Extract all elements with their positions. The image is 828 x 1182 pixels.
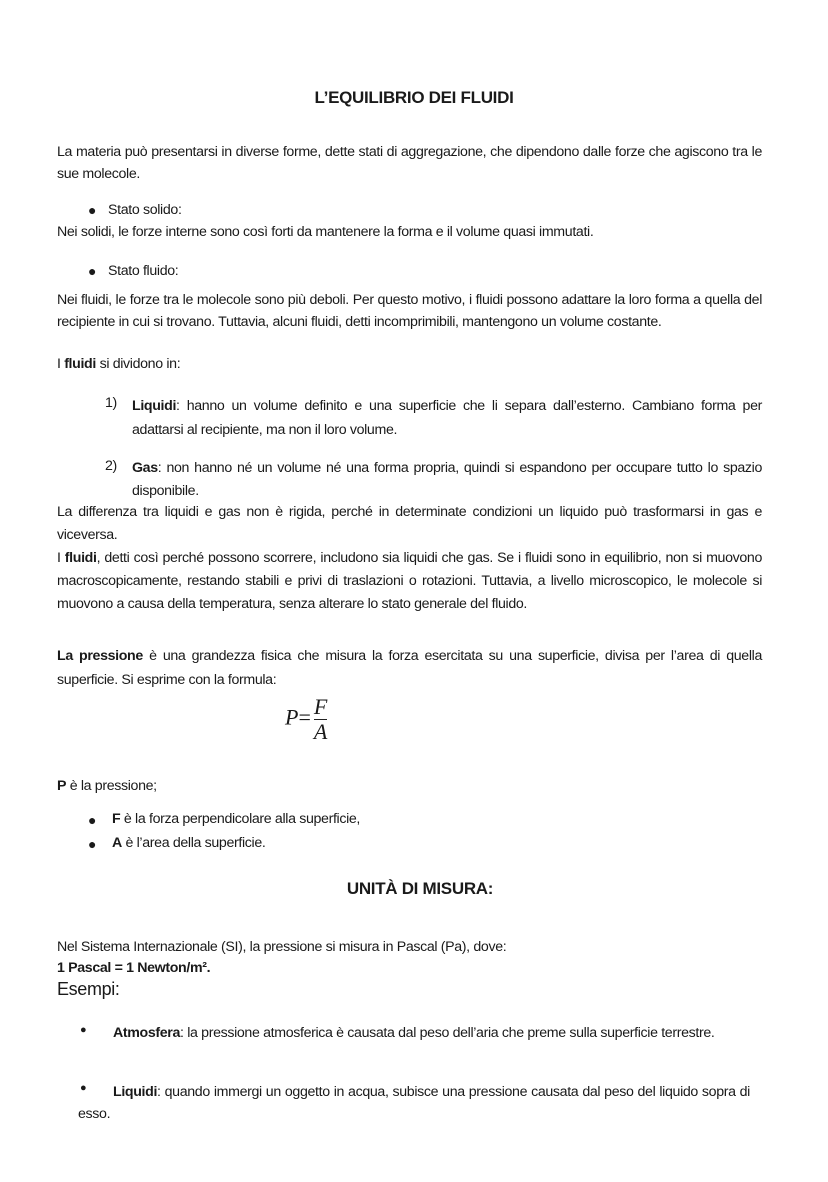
examples-label: Esempi: [57, 979, 120, 999]
solid-state-text: Nei solidi, le forze interne sono così forti da mantenere la forma e il volume quasi immutati. [57, 224, 594, 240]
intro-paragraph: La materia può presentarsi in diverse forme, dette stati di aggregazione, che dipendono dalle forze che agiscono tra le sue molecole. [57, 144, 762, 182]
list-number: 2) [105, 458, 117, 474]
a-definition: A è l’area della superficie. [112, 835, 266, 851]
difference-paragraph: La differenza tra liquidi e gas non è rigida, perché in determinate condizioni un liquido può trasformarsi in gas e viceversa. [57, 504, 762, 543]
bullet-icon: ● [80, 1024, 87, 1036]
fluid-state-text: Nei fluidi, le forze tra le molecole sono più deboli. Per questo motivo, i fluidi possono adattare la loro forma a quella del recipiente in cui si trovano. Tuttavia, alcuni fluidi, detti incomprimibili, mantengono un volume costante. [57, 292, 762, 330]
example-atmosphere: Atmosfera: la pressione atmosferica è causata dal peso dell’aria che preme sulla superficie terrestre. [113, 1025, 715, 1041]
bullet-icon: ● [88, 836, 97, 852]
pressure-formula: P= $\frac{F}{A}$ [285, 694, 328, 744]
pascal-definition: 1 Pascal = 1 Newton/m². [57, 960, 211, 976]
units-heading: UNITÀ DI MISURA: [346, 879, 494, 898]
list-number: 1) [105, 395, 117, 411]
example-liquids: Liquidi: quando immergi un oggetto in acqua, subisce una pressione causata dal peso del liquido sopra di esso. [78, 1084, 750, 1122]
list-item-liquids: Liquidi: hanno un volume definito e una superficie che li separa dall’esterno. Cambiano forma per adattarsi al recipiente, ma non il loro volume. [132, 398, 762, 438]
solid-state-label: Stato solido: [108, 202, 182, 218]
si-text: Nel Sistema Internazionale (SI), la pressione si misura in Pascal (Pa), dove: [57, 939, 507, 955]
fluids-divide-line: I fluidi si dividono in: [57, 356, 181, 372]
fluid-state-label: Stato fluido: [108, 263, 179, 279]
bullet-icon: ● [80, 1082, 87, 1094]
bullet-icon: ● [88, 202, 97, 218]
pressure-paragraph: La pressione è una grandezza fisica che misura la forza esercitata su una superficie, divisa per l’area di quella superficie. Si esprime con la formula: [57, 648, 762, 688]
p-definition: P è la pressione; [57, 778, 157, 794]
bullet-icon: ● [88, 812, 97, 828]
list-item-gas: Gas: non hanno né un volume né una forma propria, quindi si espandono per occupare tutto lo spazio disponibile. [132, 460, 762, 499]
fraction: $\frac{F}{A}$ [313, 694, 328, 744]
page-title: L’EQUILIBRIO DEI FLUIDI [314, 88, 514, 107]
bullet-icon: ● [88, 263, 97, 279]
fluids-paragraph: I fluidi, detti così perché possono scorrere, includono sia liquidi che gas. Se i fluidi sono in equilibrio, non si muovono macroscopicamente, restando stabili e privi di traslazioni o rotazioni. Tuttavia, a livello microscopico, le molecole si muovono a causa della temperatura, senza alterare lo stato generale del fluido. [57, 550, 762, 612]
f-definition: F è la forza perpendicolare alla superficie, [112, 811, 361, 827]
